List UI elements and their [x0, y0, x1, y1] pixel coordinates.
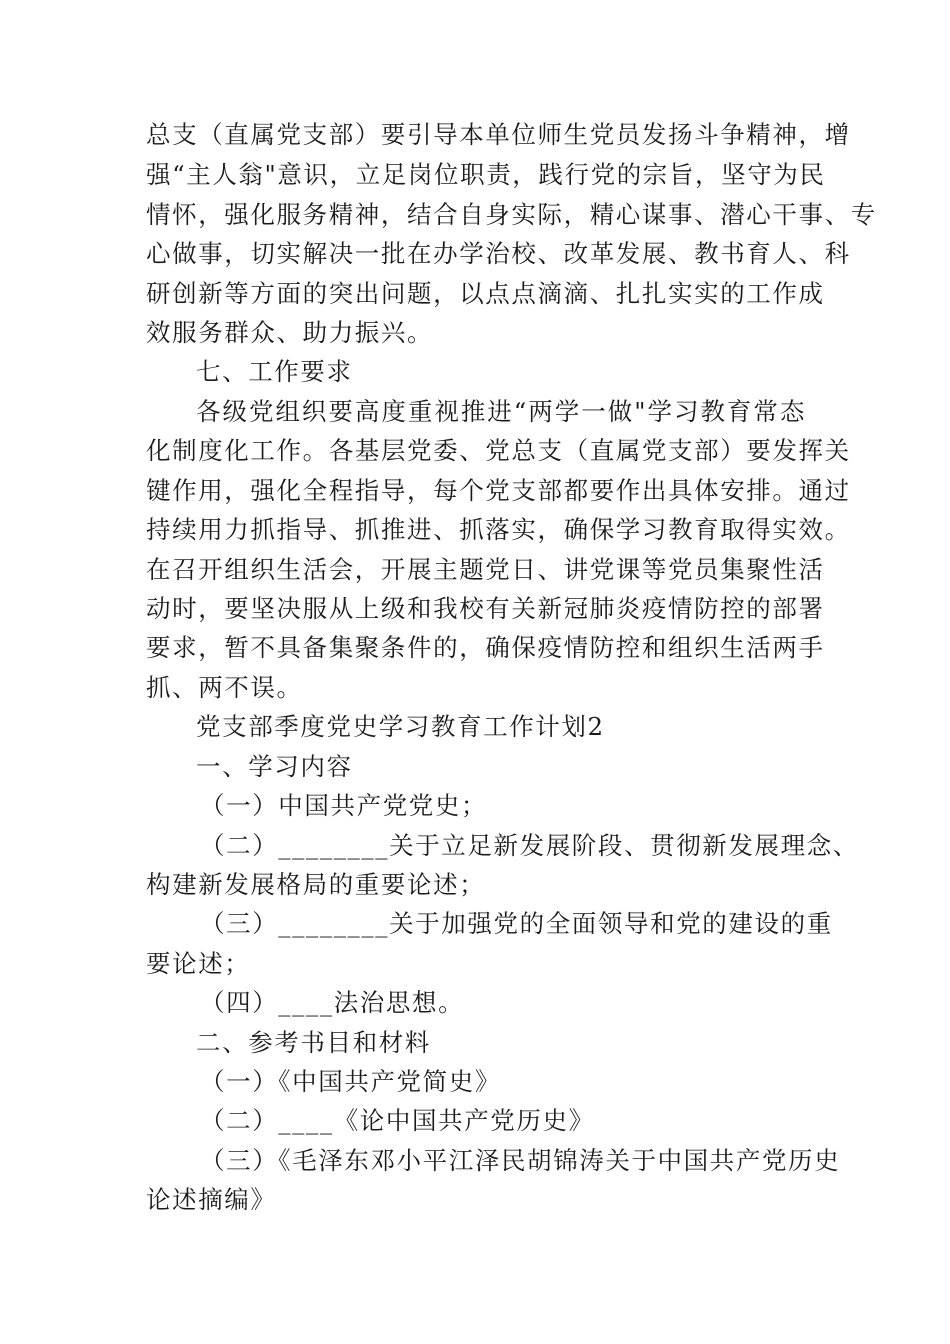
paragraph-line: 总支（直属党支部）要引导本单位师生党员发扬斗争精神，增: [146, 120, 851, 149]
list-item: （三）《毛泽东邓小平江泽民胡锦涛关于中国共产党历史: [200, 1146, 841, 1175]
plan-title: 党支部季度党史学习教育工作计划2: [196, 712, 605, 741]
list-item: （二）________关于立足新发展阶段、贯彻新发展理念、: [200, 831, 859, 860]
section-heading: 七、工作要求: [196, 357, 353, 386]
paragraph-line: 研创新等方面的突出问题，以点点滴滴、扎扎实实的工作成: [146, 279, 825, 308]
paragraph-line: 情怀，强化服务精神，结合自身实际，精心谋事、潜心干事、专: [146, 200, 877, 229]
section-heading: 一、学习内容: [196, 752, 353, 781]
paragraph-line: 持续用力抓指导、抓推进、抓落实，确保学习教育取得实效。: [146, 515, 851, 544]
list-item: （一）《中国共产党简史》: [200, 1067, 501, 1096]
list-item-continuation: 论述摘编》: [146, 1185, 277, 1214]
paragraph-line: 要求，暂不具备集聚条件的，确保疫情防控和组织生活两手: [146, 633, 825, 662]
list-item: （二）____《论中国共产党历史》: [200, 1106, 595, 1135]
paragraph-line: 动时，要坚决服从上级和我校有关新冠肺炎疫情防控的部署: [146, 594, 825, 623]
paragraph-line: 效服务群众、助力振兴。: [146, 318, 434, 347]
paragraph-line: 抓、两不误。: [146, 673, 303, 702]
paragraph-line: 化制度化工作。各基层党委、党总支（直属党支部）要发挥关: [146, 436, 851, 465]
section-heading: 二、参考书目和材料: [196, 1028, 431, 1057]
paragraph-line: 强“主人翁"意识，立足岗位职责，践行党的宗旨，坚守为民: [146, 160, 826, 189]
list-item-continuation: 构建新发展格局的重要论述；: [146, 870, 486, 899]
list-item: （三）________关于加强党的全面领导和党的建设的重: [200, 909, 833, 938]
list-item: （一）中国共产党党史；: [200, 791, 488, 820]
list-item-continuation: 要论述；: [146, 949, 251, 978]
list-item: （四）____法治思想。: [200, 988, 465, 1017]
paragraph-line: 在召开组织生活会，开展主题党日、讲党课等党员集聚性活: [146, 555, 825, 584]
paragraph-line: 键作用，强化全程指导，每个党支部都要作出具体安排。通过: [146, 476, 851, 505]
paragraph-line: 各级党组织要高度重视推进“两学一做"学习教育常态: [196, 397, 806, 426]
paragraph-line: 心做事，切实解决一批在办学治校、改革发展、教书育人、科: [146, 239, 851, 268]
